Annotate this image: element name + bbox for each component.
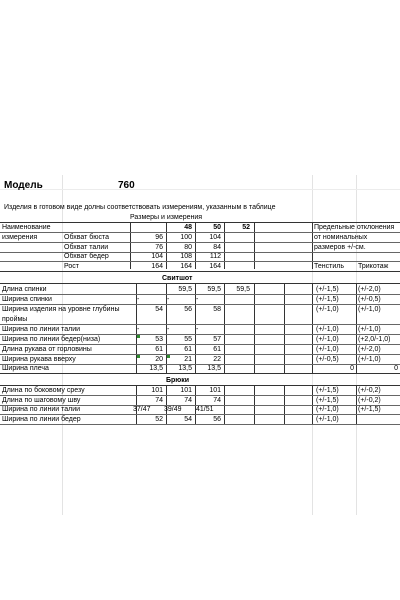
- tolerance-knit: (+/-0,2): [358, 397, 381, 404]
- row-value: -: [196, 296, 199, 303]
- row-value: 55: [184, 336, 192, 343]
- row-value: 20: [155, 356, 163, 363]
- tolerance-textile: (+/-1,0): [316, 406, 339, 413]
- name-header-2: измерения: [2, 234, 38, 241]
- tolerance-col-textile: Тенстиль: [314, 263, 344, 270]
- row-line: [0, 424, 400, 425]
- table-row: [0, 364, 400, 373]
- cell-comment-marker: [167, 355, 170, 358]
- cell-comment-marker: [137, 335, 140, 338]
- row-value: 61: [213, 346, 221, 353]
- tolerance-textile: (+/-1,5): [316, 387, 339, 394]
- row-value: 74: [184, 397, 192, 404]
- row-label: Ширина спинки: [2, 296, 52, 303]
- row-value: -: [167, 296, 170, 303]
- row-value: 41/51: [196, 406, 214, 413]
- body-measure-label: Обхват бюста: [64, 234, 110, 241]
- body-measure-value: 76: [155, 244, 163, 251]
- row-label: Длина по шаговому шву: [2, 397, 81, 404]
- row-line: [0, 283, 400, 284]
- note-text: Изделия в готовом виде долны соответствовать измерениям, указанным в таблице: [4, 204, 276, 211]
- table-row: [0, 315, 400, 324]
- tolerance-knit: (+2,0/-1,0): [358, 336, 391, 343]
- body-measure-value: 164: [151, 263, 163, 270]
- tolerance-knit: (+/-0,5): [358, 296, 381, 303]
- tolerance-textile: (+/-0,5): [316, 356, 339, 363]
- row-label: Ширина по линии талии: [2, 406, 81, 413]
- table-row: [0, 285, 400, 294]
- row-value: 57: [213, 336, 221, 343]
- table-row: [0, 345, 400, 354]
- row-value: -: [137, 326, 140, 333]
- row-value: 59,5: [207, 286, 221, 293]
- row-value: -: [137, 296, 140, 303]
- row-value: 61: [184, 346, 192, 353]
- table-row: [0, 386, 400, 395]
- body-measure-row: [0, 243, 400, 252]
- model-row: [0, 179, 400, 193]
- body-measure-value: 164: [209, 263, 221, 270]
- tolerance-textile: 0: [350, 365, 354, 372]
- body-measure-row: [0, 233, 400, 242]
- row-value: 37/47: [133, 406, 151, 413]
- tolerance-textile: (+/-1,0): [316, 416, 339, 423]
- tolerance-textile: (+/-1,0): [316, 306, 339, 313]
- body-measure-row: [0, 262, 400, 271]
- body-measure-value: 112: [209, 253, 221, 260]
- body-measure-value: 84: [213, 244, 221, 251]
- row-value: 53: [155, 336, 163, 343]
- tolerance-knit: (+/-2,0): [358, 286, 381, 293]
- tolerance-textile: (+/-1,5): [316, 286, 339, 293]
- row-value: -: [196, 326, 199, 333]
- section-title-sweatshirt: Свитшот: [162, 275, 193, 282]
- row-value: 74: [155, 397, 163, 404]
- tolerance-knit: (+/-0,2): [358, 387, 381, 394]
- body-measure-value: 164: [180, 263, 192, 270]
- table-row: [0, 405, 400, 414]
- row-value: -: [167, 326, 170, 333]
- sizes-header: Размеры и измерения: [130, 214, 203, 221]
- body-measure-label: Рост: [64, 263, 79, 270]
- row-value: 54: [155, 306, 163, 313]
- tolerance-textile: (+/-1,5): [316, 397, 339, 404]
- tolerance-header-2: от номинальных: [314, 234, 368, 241]
- tolerance-col-knit: Трикотаж: [358, 263, 389, 270]
- row-value: 22: [213, 356, 221, 363]
- row-value: 59,5: [178, 286, 192, 293]
- row-value: 101: [180, 387, 192, 394]
- tolerance-textile: (+/-1,0): [316, 336, 339, 343]
- row-label: проймы: [2, 316, 28, 323]
- body-measure-row: [0, 252, 400, 261]
- table-row: [0, 305, 400, 314]
- row-value: 52: [155, 416, 163, 423]
- row-label: Длина по боковому срезу: [2, 387, 85, 394]
- body-measure-value: 104: [151, 253, 163, 260]
- row-line: [0, 271, 400, 272]
- model-label: Модель: [4, 180, 43, 191]
- body-measure-value: 104: [209, 234, 221, 241]
- name-header-1: Наименование: [2, 224, 51, 231]
- row-value: 54: [184, 416, 192, 423]
- row-value: 56: [184, 306, 192, 313]
- table-row: [0, 325, 400, 334]
- table-row: [0, 415, 400, 424]
- row-label: Ширина по линии талии: [2, 326, 81, 333]
- tolerance-knit: (+/-1,5): [358, 406, 381, 413]
- header-row: [0, 223, 400, 232]
- tolerance-knit: (+/-1,0): [358, 306, 381, 313]
- table-row: [0, 335, 400, 344]
- table-row: [0, 355, 400, 364]
- row-label: Ширина рукава вверху: [2, 356, 76, 363]
- body-measure-value: 100: [180, 234, 192, 241]
- model-number: 760: [118, 180, 135, 191]
- tolerance-knit: (+/-1,0): [358, 326, 381, 333]
- section-row: [0, 274, 400, 283]
- sizes-header-row: [0, 213, 400, 222]
- row-label: Ширина изделия на уровне глубины: [2, 306, 120, 313]
- row-value: 59,5: [236, 286, 250, 293]
- row-value: 13,5: [207, 365, 221, 372]
- table-row: [0, 295, 400, 304]
- size-48: 48: [184, 224, 192, 231]
- row-value: 39/49: [164, 406, 182, 413]
- row-label: Ширина по линии бедер(низа): [2, 336, 101, 343]
- size-50: 50: [213, 224, 221, 231]
- cell-comment-marker: [137, 355, 140, 358]
- body-measure-value: 80: [184, 244, 192, 251]
- row-label: Ширина по линии бедер: [2, 416, 81, 423]
- row-value: 61: [155, 346, 163, 353]
- tolerance-header-3: размеров +/-см.: [314, 244, 366, 251]
- row-value: 58: [213, 306, 221, 313]
- body-measure-label: Обхват талии: [64, 244, 109, 251]
- tolerance-knit: (+/-2,0): [358, 346, 381, 353]
- tolerance-header-1: Предельные отклонения: [314, 224, 395, 231]
- body-measure-value: 96: [155, 234, 163, 241]
- row-value: 21: [184, 356, 192, 363]
- row-label: Длина рукава от горловины: [2, 346, 92, 353]
- row-value: 13,5: [149, 365, 163, 372]
- size-52: 52: [242, 224, 250, 231]
- body-measure-label: Обхват бедер: [64, 253, 109, 260]
- section-row: [0, 376, 400, 385]
- section-title-pants: Брюки: [166, 377, 190, 384]
- body-measure-value: 108: [180, 253, 192, 260]
- tolerance-textile: (+/-1,0): [316, 326, 339, 333]
- tolerance-knit: 0: [394, 365, 398, 372]
- table-row: [0, 396, 400, 405]
- row-value: 13,5: [178, 365, 192, 372]
- note-row: [0, 203, 400, 212]
- row-value: 56: [213, 416, 221, 423]
- tolerance-textile: (+/-1,5): [316, 296, 339, 303]
- row-value: 74: [213, 397, 221, 404]
- row-value: 101: [209, 387, 221, 394]
- row-label: Ширина плеча: [2, 365, 49, 372]
- row-label: Длина спинки: [2, 286, 47, 293]
- tolerance-textile: (+/-1,0): [316, 346, 339, 353]
- row-value: 101: [151, 387, 163, 394]
- tolerance-knit: (+/-1,0): [358, 356, 381, 363]
- row-line: [0, 373, 400, 374]
